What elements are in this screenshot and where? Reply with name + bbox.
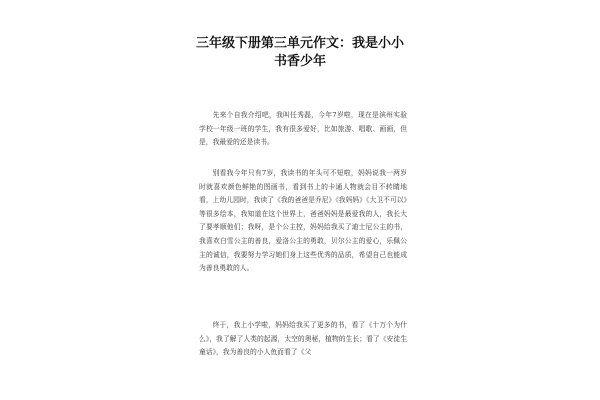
paragraph-1: 先来个自我介绍吧，我叫任秀磊，今年7岁啦，现在是滨州实验学校一年级一班的学生，我有很多爱好，比如旅游、唱歌、画画，但是，我最爱的还是读书。 bbox=[199, 111, 407, 147]
paragraph-2: 别看我今年只有7岁，我读书的年头可不短啦，妈妈说我一两岁时就喜欢颜色鲜艳的图画书，看到书上的卡通人物就会目不转睛地看，上幼儿园时，我读了《我的爸爸是乔尼》《我妈妈》《大卫不可以》等很多绘本，我知道在这个世界上，爸爸妈妈是最爱我的人，我长大了要孝顺他们；我呀，是个公主控，妈妈给我买了迪士尼公主的书，我喜欢白雪公主的善良，爱洛公主的勇敢，贝尔公主的爱心，乐佩公主的诚信，我要努力学习她们身上这些优秀的品质，希望自己也能成为善良勇敢的人。 bbox=[199, 169, 407, 273]
paragraph-3: 终于，我上小学啦，妈妈给我买了更多的书，看了《十万个为什么》，我了解了人类的起源，太空的奥秘，植物的生长；看了《安徒生童话》，我为善良的小人鱼而看了《父 bbox=[199, 321, 407, 357]
document-title: 三年级下册第三单元作文：我是小小书香少年 bbox=[195, 36, 404, 69]
